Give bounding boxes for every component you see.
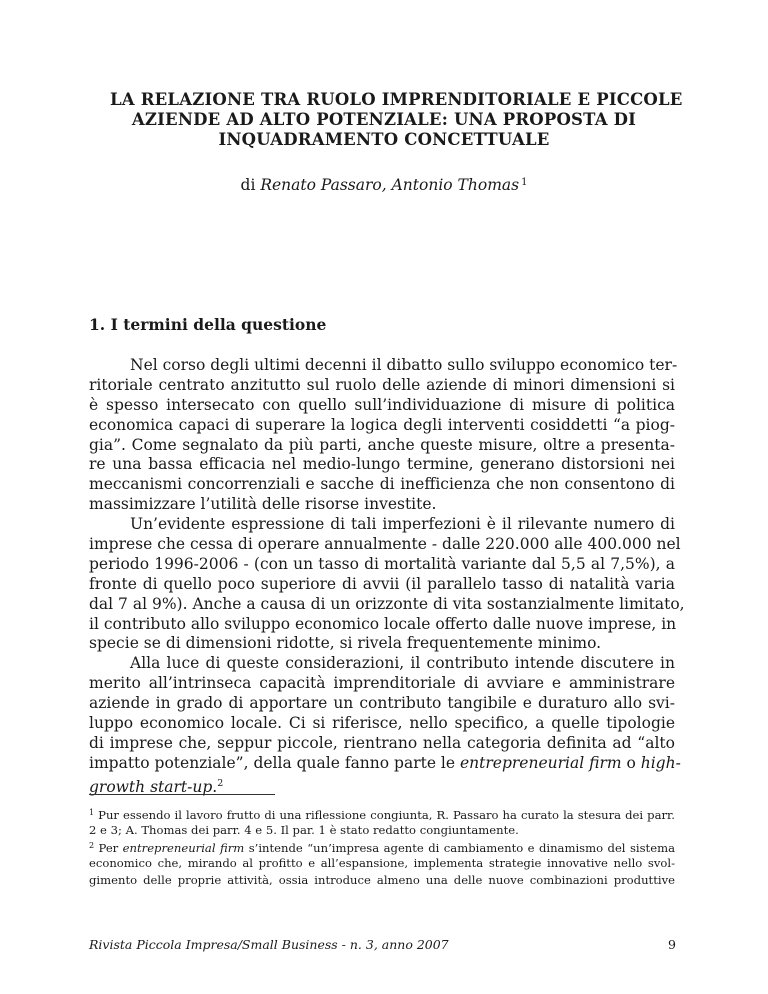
footnotes <box>89 805 675 888</box>
footnote-line <box>89 805 675 822</box>
paragraph-line: imprese che cessa di operare annualmente - dalle 220.000 alle 400.000 nel <box>89 535 681 554</box>
article-title <box>110 90 683 150</box>
paragraph-line: Nel corso degli ultimi decenni il dibatto sullo sviluppo economico ter- <box>130 356 678 374</box>
paragraph-line: re una bassa efficacia nel medio-lungo termine, generano distorsioni nei <box>89 455 675 474</box>
body-text <box>89 356 685 796</box>
paragraph-line: il contributo allo sviluppo economico locale offerto dalle nuove imprese, in <box>89 614 677 633</box>
paragraph-line: aziende in grado di apportare un contributo tangibile e duraturo allo svi- <box>89 694 675 713</box>
footnote-line: economico che, mirando al profitto e all’espansione, implementa strategie innovative nello svol- <box>89 856 675 871</box>
text-run: impatto potenziale”, della quale fanno parte le <box>89 753 460 772</box>
paragraph-line: fronte di quello poco superiore di avvii (il parallelo tasso di natalità varia <box>89 574 675 593</box>
paragraph-line <box>89 753 681 774</box>
footnote-marker: 2 <box>89 841 95 851</box>
paragraph-line: gia”. Come segnalato da più parti, anche queste misure, oltre a presenta- <box>89 435 675 454</box>
title-line: AZIENDE AD ALTO POTENZIALE: UNA PROPOSTA DI <box>131 110 637 129</box>
italic-term: high- <box>640 753 681 772</box>
footnote-marker: 1 <box>521 177 528 188</box>
text-run: o <box>621 753 641 772</box>
paragraph-line: dal 7 al 9%). Anche a causa di un orizzonte di vita sostanzialmente limitato, <box>89 594 685 613</box>
italic-term: entrepreneurial firm <box>460 753 622 772</box>
section-heading: 1. I termini della questione <box>89 315 327 334</box>
paragraph-line: periodo 1996-2006 - (con un tasso di mortalità variante dal 5,5 al 7,5%), a <box>89 554 675 573</box>
italic-term: growth start-up <box>89 777 213 796</box>
title-line: INQUADRAMENTO CONCETTUALE <box>218 130 550 149</box>
italic-term: entrepreneurial firm <box>122 841 245 856</box>
paragraph-line: merito all’intrinseca capacità imprenditoriale di avviare e amministrare <box>89 674 675 693</box>
title-line: LA RELAZIONE TRA RUOLO IMPRENDITORIALE E PICCOLE <box>110 90 683 109</box>
paragraph-line: Un’evidente espressione di tali imperfezioni è il rilevante numero di <box>130 515 675 534</box>
footnote-line: gimento delle proprie attività, ossia introduce almeno una delle nuove combinazioni produttive <box>89 872 675 887</box>
footnote-marker: 2 <box>217 777 224 789</box>
paragraph-line: meccanismi concorrenziali e sacche di inefficienza che non consentono di <box>89 475 675 494</box>
text-run: s’intende “un’impresa agente di cambiamento e dinamismo del sistema <box>244 841 675 856</box>
byline-prefix: di <box>240 176 261 194</box>
page-number: 9 <box>668 937 676 952</box>
footnote-line: 2 e 3; A. Thomas dei parr. 4 e 5. Il par. 1 è stato redatto congiuntamente. <box>89 822 519 837</box>
author-names: Renato Passaro, Antonio Thomas <box>260 176 520 194</box>
paragraph-line: è spesso intersecato con quello sull’individuazione di misure di politica <box>89 395 675 414</box>
footnote-line <box>89 838 675 855</box>
author-byline <box>110 173 658 195</box>
paragraph-line: Alla luce di queste considerazioni, il contributo intende discutere in <box>130 654 675 673</box>
paragraph-line: economica capaci di superare la logica degli interventi cosiddetti “a piog- <box>89 415 675 434</box>
paragraph-line: di imprese che, seppur piccole, rientrano nella categoria definita ad “alto <box>89 733 675 752</box>
footnote-marker: 1 <box>89 808 95 817</box>
paragraph-line: ritoriale centrato anzitutto sul ruolo delle aziende di minori dimensioni si <box>89 375 675 394</box>
journal-footer: Rivista Piccola Impresa/Small Business - n. 3, anno 2007 <box>89 937 449 952</box>
footnote-separator <box>89 794 275 795</box>
paragraph-line: luppo economico locale. Ci si riferisce, nello specifico, a quelle tipologie <box>89 714 675 733</box>
paragraph-line: massimizzare l’utilità delle risorse investite. <box>89 495 437 514</box>
text-run: Pur essendo il lavoro frutto di una riflessione congiunta, R. Passaro ha curato la stesura dei parr. <box>94 808 675 822</box>
paragraph-line: specie se di dimensioni ridotte, si rivela frequentemente minimo. <box>89 634 602 653</box>
paragraph-line <box>89 774 675 794</box>
text-run: Per <box>94 841 123 856</box>
text-run: . <box>212 777 218 796</box>
